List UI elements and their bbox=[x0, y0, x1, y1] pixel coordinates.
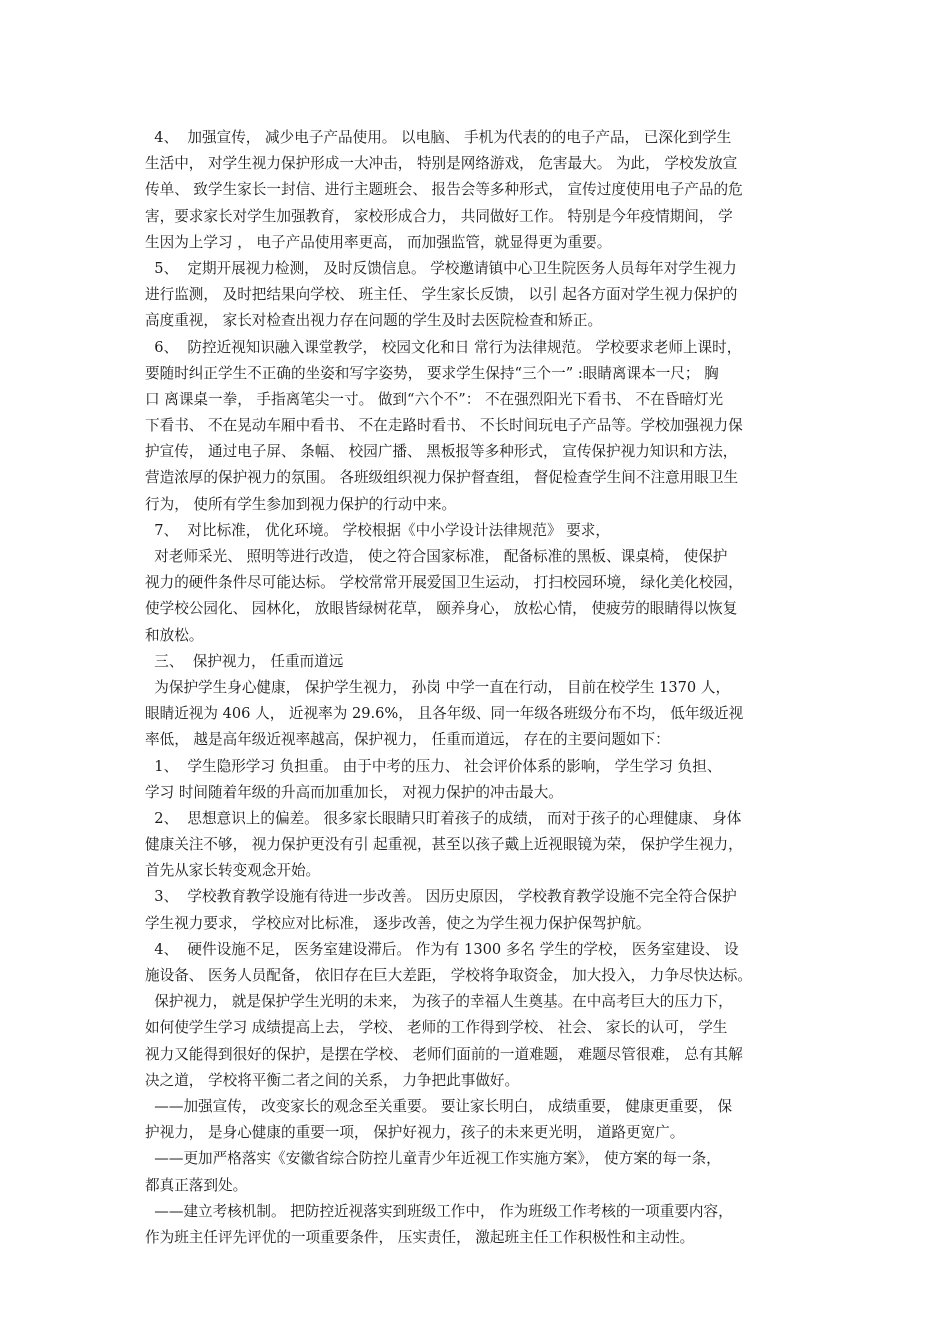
text-line: 护宣传， 通过电子屏、 条幅、 校园广播、 黑板报等多种形式， 宣传保护视力知识和方法， bbox=[145, 443, 738, 461]
text-line: 传单、 致学生家长一封信、进行主题班会、 报告会等多种形式， 宣传过度使用电子产品的危 bbox=[145, 181, 743, 199]
text-line: 都真正落到处。 bbox=[145, 1176, 248, 1194]
text-line: 对老师采光、 照明等进行改造， 使之符合国家标准， 配备标准的黑板、课桌椅， 使保护 bbox=[145, 548, 728, 565]
text-line: 视力又能得到很好的保护，是摆在学校、 老师们面前的一道难题， 难题尽管很难， 总有其解 bbox=[145, 1045, 743, 1063]
text-line: 率低， 越是高年级近视率越高，保护视力， 任重而道远， 存在的主要问题如下： bbox=[145, 731, 670, 749]
text-line: 营造浓厚的保护视力的氛围。 各班级组织视力保护督查组， 督促检查学生间不注意用眼卫生 bbox=[145, 469, 739, 487]
text-line: 学生视力要求， 学校应对比标准， 逐步改善，使之为学生视力保护保驾护航。 bbox=[145, 914, 651, 932]
text-line: 健康关注不够， 视力保护更没有引 起重视，甚至以孩子戴上近视眼镜为荣， 保护学生视力， bbox=[145, 836, 743, 854]
text-line: 护视力， 是身心健康的重要一项， 保护好视力，孩子的未来更光明， 道路更宽广。 bbox=[145, 1124, 685, 1142]
text-line: 进行监测， 及时把结果向学校、 班主任、 学生家长反馈， 以引 起各方面对学生视力保护的 bbox=[145, 286, 738, 304]
text-line: 使学校公园化、 园林化， 放眼皆绿树花草， 颐养身心， 放松心情， 使疲劳的眼睛得以恢复 bbox=[145, 600, 738, 618]
text-line: 6、 防控近视知识融入课堂教学， 校园文化和日 常行为法律规范。 学校要求老师上课时， bbox=[145, 338, 742, 356]
text-line: 口 离课桌一拳， 手指离笔尖一寸。 做到“六个不”： 不在强烈阳光下看书、 不在昏暗灯光 bbox=[145, 390, 724, 408]
text-line: 学习 时间随着年级的升高而加重加长， 对视力保护的冲击最大。 bbox=[145, 783, 563, 801]
text-line: 决之道， 学校将平衡二者之间的关系， 力争把此事做好。 bbox=[145, 1071, 520, 1089]
text-line: 为保护学生身心健康， 保护学生视力， 孙岗 中学一直在行动， 目前在校学生 1370 人， bbox=[145, 678, 731, 696]
text-line: 生因为上学习 ， 电子产品使用率更高， 而加强监管，就显得更为重要。 bbox=[145, 233, 612, 251]
text-line: 三、 保护视力， 任重而道远 bbox=[145, 652, 344, 670]
text-line: 2、 思想意识上的偏差。 很多家长眼睛只盯着孩子的成绩， 而对于孩子的心理健康、 身体 bbox=[145, 809, 742, 827]
text-line: 如何使学生学习 成绩提高上去， 学校、 老师的工作得到学校、 社会、 家长的认可， 学生 bbox=[145, 1019, 728, 1037]
text-line: 视力的硬件条件尽可能达标。 学校常常开展爱国卫生运动， 打扫校园环境， 绿化美化校园， bbox=[145, 574, 743, 592]
text-line: 4、 加强宣传， 减少电子产品使用。 以电脑、 手机为代表的的电子产品， 已深化到学生 bbox=[145, 129, 732, 146]
text-line: ——建立考核机制。 把防控近视落实到班级工作中， 作为班级工作考核的一项重要内容， bbox=[145, 1202, 733, 1220]
text-line: 作为班主任评先评优的一项重要条件， 压实责任， 激起班主任工作积极性和主动性。 bbox=[145, 1228, 695, 1246]
text-line: 眼睛近视为 406 人， 近视率为 29.6%， 且各年级、同一年级各班级分布不均， 低年级近视 bbox=[145, 705, 744, 723]
text-line: 保护视力， 就是保护学生光明的未来， 为孩子的幸福人生奠基。在中高考巨大的压力下， bbox=[145, 993, 733, 1011]
text-line: 7、 对比标准， 优化环境。 学校根据《中小学设计法律规范》 要求， bbox=[145, 521, 610, 539]
text-line: 害，要求家长对学生加强教育， 家校形成合力， 共同做好工作。 特别是今年疫情期间， 学 bbox=[145, 207, 733, 225]
text-line: ——加强宣传， 改变家长的观念至关重要。 要让家长明白， 成绩重要， 健康更重要， 保 bbox=[145, 1097, 733, 1115]
text-line: 5、 定期开展视力检测， 及时反馈信息。 学校邀请镇中心卫生院医务人员每年对学生视力 bbox=[145, 259, 737, 277]
text-line: 1、 学生隐形学习 负担重。 由于中考的压力、 社会评价体系的影响， 学生学习 负担、 bbox=[145, 757, 722, 775]
text-line: 高度重视， 家长对检查出视力存在问题的学生及时去医院检查和矫正。 bbox=[145, 312, 603, 330]
text-line: 要随时纠正学生不正确的坐姿和写字姿势， 要求学生保持“三个一” :眼睛离课本一尺； 胸 bbox=[145, 364, 719, 382]
document-body-text bbox=[145, 125, 817, 1251]
text-line: 3、 学校教育教学设施有待进一步改善。 因历史原因， 学校教育教学设施不完全符合保护 bbox=[145, 888, 737, 906]
text-line: ——更加严格落实《安徽省综合防控儿童青少年近视工作实施方案》， 使方案的每一条， bbox=[145, 1150, 721, 1168]
text-line: 生活中， 对学生视力保护形成一大冲击， 特别是网络游戏， 危害最大。 为此， 学校发放宣 bbox=[145, 155, 738, 173]
text-line: 下看书、 不在晃动车厢中看书、 不在走路时看书、 不长时间玩电子产品等。学校加强视力保 bbox=[145, 417, 743, 435]
text-line: 和放松。 bbox=[145, 626, 204, 644]
text-line: 4、 硬件设施不足， 医务室建设滞后。 作为有 1300 多名 学生的学校， 医务室建设、 设 bbox=[145, 940, 739, 958]
text-line: 行为， 使所有学生参加到视力保护的行动中来。 bbox=[145, 495, 457, 513]
text-line: 首先从家长转变观念开始。 bbox=[145, 862, 321, 880]
text-line: 施设备、 医务人员配备， 依旧存在巨大差距， 学校将争取资金， 加大投入， 力争尽快达标。 bbox=[145, 967, 752, 984]
